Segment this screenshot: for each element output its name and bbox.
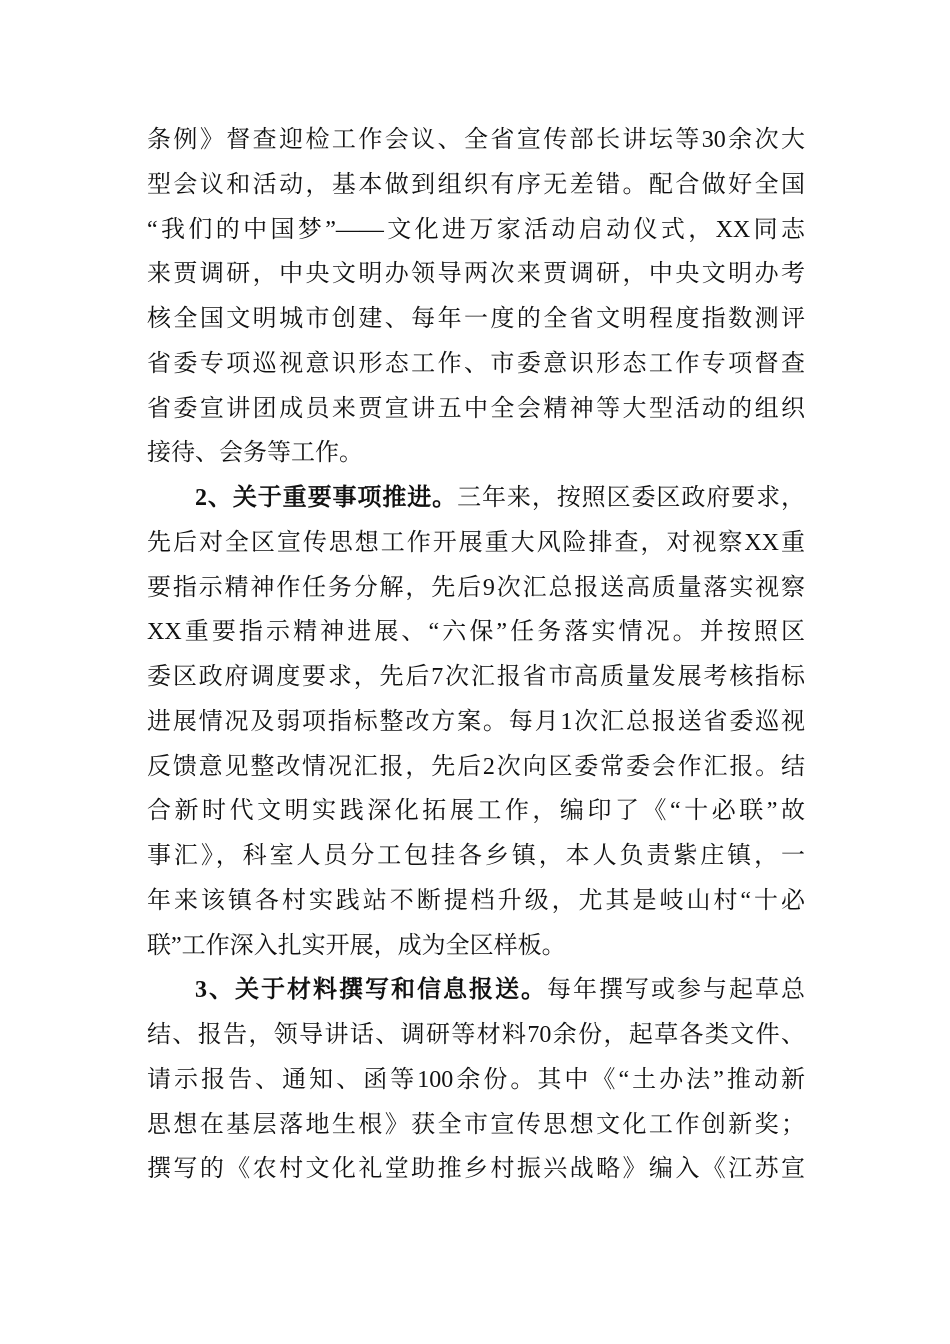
line-text: 每年撰写或参与起草总 — [547, 977, 805, 1004]
text-line — [147, 476, 805, 521]
text-line — [147, 208, 805, 253]
line-text: 联”工作深入扎实开展，成为全区样板。 — [147, 932, 566, 959]
line-text: XX重要指示精神进展、“六保”任务落实情况。并按照区 — [147, 619, 805, 646]
text-line — [147, 1147, 805, 1192]
line-text: 省委宣讲团成员来贾宣讲五中全会精神等大型活动的组织 — [147, 395, 805, 422]
line-text: 先后对全区宣传思想工作开展重大风险排查，对视察XX重 — [147, 529, 805, 556]
text-line — [147, 924, 805, 969]
text-line — [147, 655, 805, 700]
line-text: 委区政府调度要求，先后7次汇报省市高质量发展考核指标 — [147, 664, 805, 690]
text-line — [147, 252, 805, 297]
text-line — [147, 342, 805, 387]
line-text: 三年来，按照区委区政府要求， — [457, 485, 806, 511]
text-line — [147, 1013, 805, 1058]
text-line — [147, 610, 805, 655]
line-text: 年来该镇各村实践站不断提档升级，尤其是岐山村“十必 — [147, 887, 805, 914]
text-line — [147, 297, 805, 342]
text-line — [147, 789, 805, 834]
document-page — [147, 118, 805, 1192]
line-text: 合新时代文明实践深化拓展工作，编印了《“十必联”故 — [147, 798, 805, 825]
text-line — [147, 834, 805, 879]
text-line — [147, 968, 805, 1013]
line-text: 来贾调研，中央文明办领导两次来贾调研，中央文明办考 — [147, 261, 805, 288]
line-text: 事汇》，科室人员分工包挂各乡镇，本人负责紫庄镇，一 — [147, 843, 805, 869]
line-text: 进展情况及弱项指标整改方案。每月1次汇总报送省委巡视 — [147, 708, 805, 735]
text-line — [147, 521, 805, 566]
text-line — [147, 1058, 805, 1103]
line-text: 接待、会务等工作。 — [147, 440, 363, 467]
line-text: 省委专项巡视意识形态工作、市委意识形态工作专项督查 — [147, 350, 805, 377]
text-line — [147, 745, 805, 790]
line-text: 结、报告，领导讲话、调研等材料70余份，起草各类文件、 — [147, 1022, 805, 1048]
line-text: 思想在基层落地生根》获全市宣传思想文化工作创新奖； — [147, 1111, 805, 1138]
text-line — [147, 387, 805, 432]
line-text: 撰写的《农村文化礼堂助推乡村振兴战略》编入《江苏宣 — [147, 1156, 805, 1183]
text-line — [147, 1103, 805, 1148]
text-line — [147, 431, 805, 476]
line-text: 型会议和活动，基本做到组织有序无差错。配合做好全国 — [147, 171, 805, 198]
line-text: 核全国文明城市创建、每年一度的全省文明程度指数测评 — [147, 306, 805, 332]
line-text: 反馈意见整改情况汇报，先后2次向区委常委会作汇报。结 — [147, 753, 805, 780]
text-line — [147, 566, 805, 611]
line-text: 条例》督查迎检工作会议、全省宣传部长讲坛等30余次大 — [147, 127, 805, 153]
text-line — [147, 118, 805, 163]
line-text: 要指示精神作任务分解，先后9次汇总报送高质量落实视察 — [147, 574, 805, 601]
line-text: “我们的中国梦”——文化进万家活动启动仪式，XX同志 — [147, 216, 805, 243]
text-line — [147, 879, 805, 924]
section-heading: 2、关于重要事项推进。 — [195, 485, 458, 511]
section-heading: 3、关于材料撰写和信息报送。 — [195, 977, 547, 1004]
text-line — [147, 700, 805, 745]
text-line — [147, 163, 805, 208]
line-text: 请示报告、通知、函等100余份。其中《“土办法”推动新 — [147, 1066, 805, 1093]
